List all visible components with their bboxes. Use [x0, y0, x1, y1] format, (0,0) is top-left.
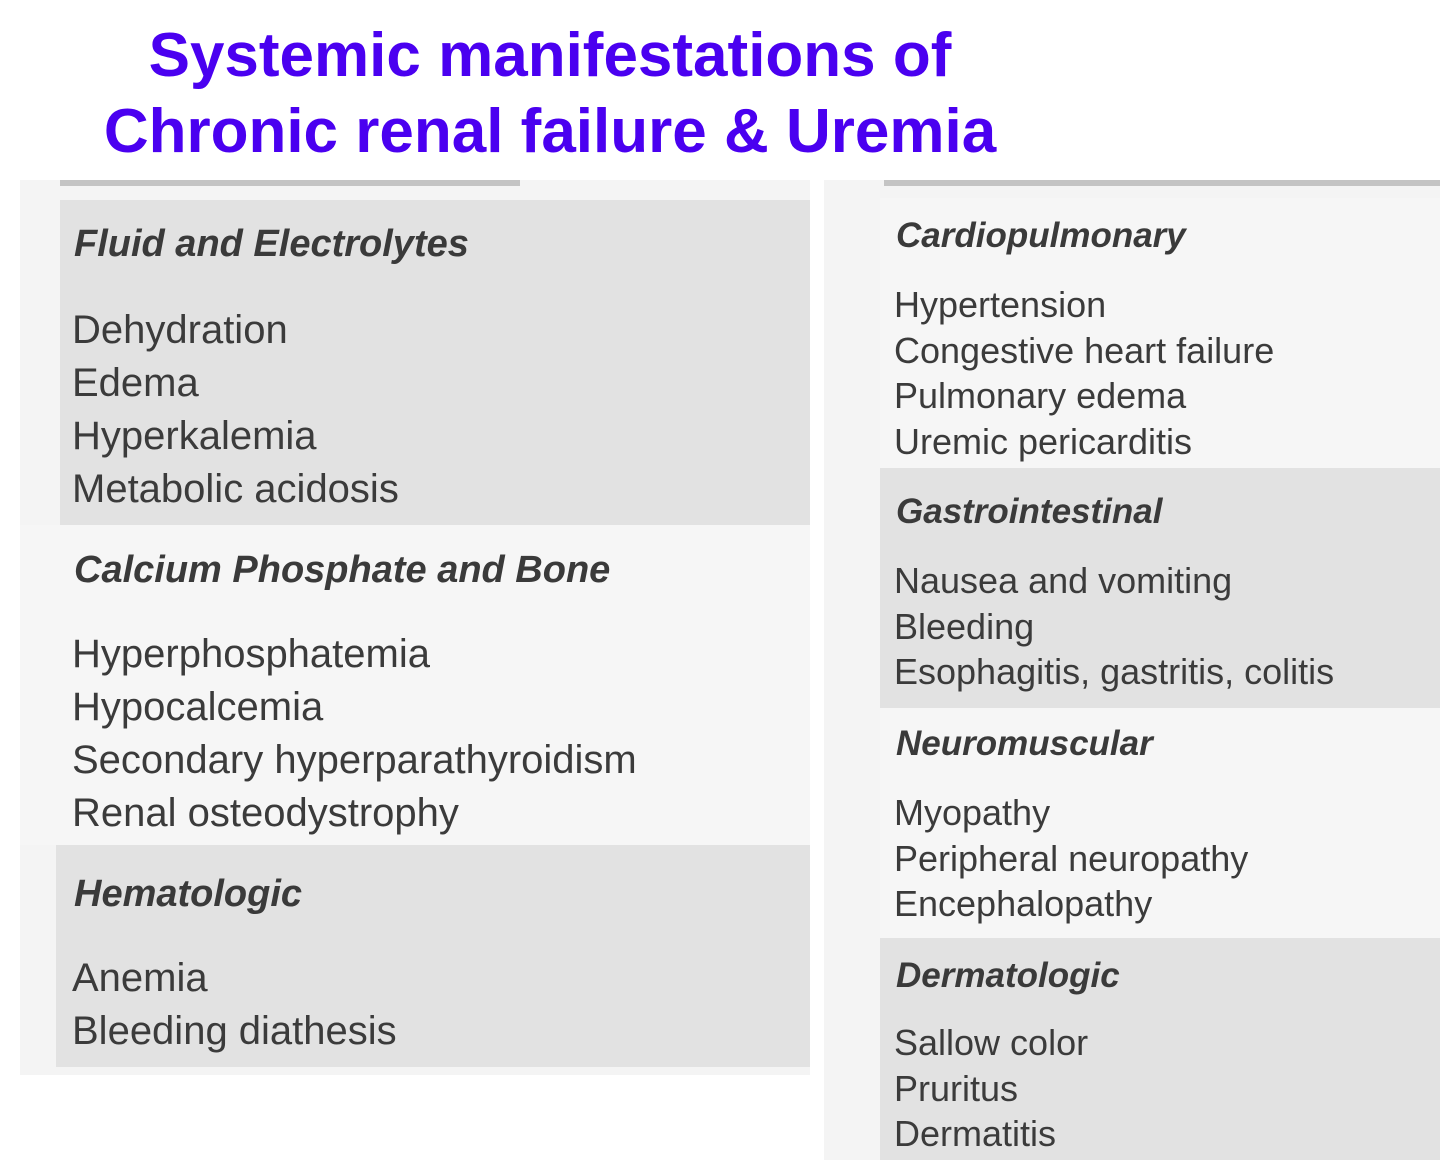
- list-item: Bleeding: [894, 605, 1035, 647]
- section-list: [894, 1020, 1088, 1157]
- section-list: [894, 790, 1248, 927]
- left-column-panel: [20, 180, 810, 1075]
- list-item: Pulmonary edema: [894, 375, 1187, 416]
- list-item: Peripheral neuropathy: [894, 837, 1249, 879]
- list-item: Renal osteodystrophy: [72, 791, 459, 835]
- page-title: [0, 18, 1100, 170]
- list-item: Hypertension: [894, 284, 1107, 325]
- list-item: Hypocalcemia: [72, 685, 324, 729]
- list-item: Secondary hyperparathyroidism: [72, 738, 637, 782]
- section-list: [894, 558, 1334, 695]
- section-heading: Neuromuscular: [896, 724, 1153, 763]
- section-list: [72, 304, 399, 516]
- list-item: Myopathy: [894, 792, 1051, 833]
- title-line-2: Chronic renal failure & Uremia: [103, 97, 997, 166]
- clipped-text-fragment: [60, 180, 520, 186]
- list-item: Hyperkalemia: [72, 414, 317, 458]
- section-list: [72, 628, 637, 840]
- list-item: Hyperphosphatemia: [72, 632, 430, 676]
- list-item: Uremic pericarditis: [894, 420, 1193, 462]
- list-item: Dehydration: [72, 308, 288, 352]
- list-item: Sallow color: [894, 1022, 1089, 1063]
- section-heading: Fluid and Electrolytes: [74, 223, 469, 265]
- section-heading: Hematologic: [74, 873, 303, 915]
- list-item: Congestive heart failure: [894, 329, 1275, 371]
- list-item: Nausea and vomiting: [894, 560, 1233, 601]
- list-item: Encephalopathy: [894, 883, 1153, 924]
- list-item: Metabolic acidosis: [72, 467, 399, 511]
- list-item: Esophagitis, gastritis, colitis: [894, 651, 1335, 692]
- section-heading: Gastrointestinal: [896, 492, 1163, 531]
- clipped-text-fragment: [884, 180, 1440, 186]
- list-item: Edema: [72, 361, 199, 405]
- section-list: [894, 282, 1274, 464]
- section-heading: Dermatologic: [896, 956, 1120, 995]
- list-item: Anemia: [72, 956, 208, 1000]
- right-column-panel: [824, 180, 1440, 1160]
- section-heading: Cardiopulmonary: [896, 216, 1186, 255]
- section-list: [72, 952, 397, 1058]
- list-item: Dermatitis: [894, 1113, 1057, 1154]
- section-heading: Calcium Phosphate and Bone: [74, 549, 611, 591]
- list-item: Bleeding diathesis: [72, 1009, 397, 1053]
- title-line-1: Systemic manifestations of: [148, 21, 952, 90]
- list-item: Pruritus: [894, 1067, 1019, 1109]
